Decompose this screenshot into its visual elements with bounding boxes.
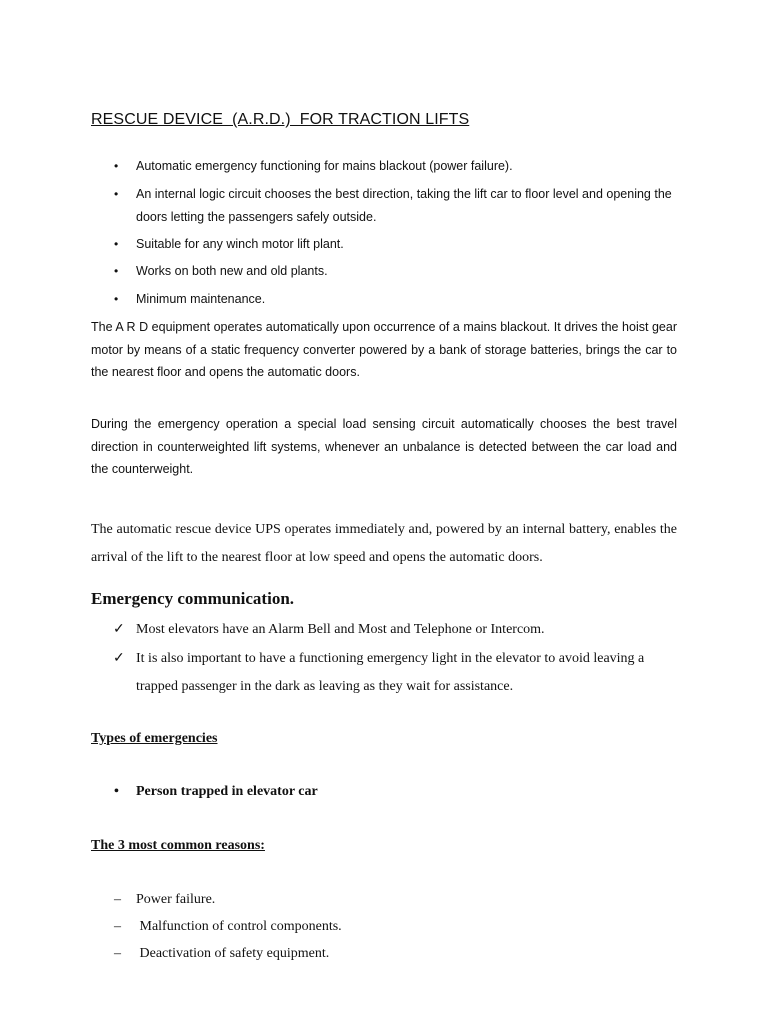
paragraph-ard-operation: The A R D equipment operates automatically upon occurrence of a mains blackout. It drives the hoist gear motor by means of a static frequency converter powered by a bank of storage batteries, brings the car to the nearest floor and opens the automatic doors.	[91, 320, 677, 379]
document-title: RESCUE DEVICE (A.R.D.) FOR TRACTION LIFTS	[91, 111, 470, 128]
list-item-text: Minimum maintenance.	[136, 292, 266, 306]
emergency-communication-heading: Emergency communication.	[91, 589, 295, 608]
dash-icon: –	[114, 946, 121, 961]
common-reasons-heading: The 3 most common reasons:	[91, 838, 265, 853]
paragraph-ups: The automatic rescue device UPS operates immediately and, powered by an internal battery, enables the arrival of the lift to the nearest floor at low speed and opens the automatic doors.	[91, 522, 677, 565]
list-item-text: Most elevators have an Alarm Bell and Most and Telephone or Intercom.	[136, 622, 545, 637]
bullet-icon: •	[114, 159, 119, 173]
bullet-icon: •	[114, 784, 119, 799]
checkmark-icon: ✓	[113, 622, 125, 637]
bullet-icon: •	[114, 264, 119, 278]
list-item-text: Person trapped in elevator car	[136, 784, 318, 799]
list-item-text: It is also important to have a functioning emergency light in the elevator to avoid leaving a trapped passenger in the dark as leaving as they wait for assistance.	[136, 651, 645, 694]
list-item-text: Automatic emergency functioning for mains blackout (power failure).	[136, 159, 513, 173]
list-item-text: Power failure.	[136, 892, 216, 907]
list-item-text: Malfunction of control components.	[136, 919, 342, 934]
dash-icon: –	[114, 892, 121, 907]
bullet-icon: •	[114, 237, 119, 251]
list-item-text: Works on both new and old plants.	[136, 264, 328, 278]
bullet-icon: •	[114, 187, 119, 201]
list-item-text: Suitable for any winch motor lift plant.	[136, 237, 344, 251]
checkmark-icon: ✓	[113, 651, 125, 666]
types-of-emergencies-heading: Types of emergencies	[91, 731, 218, 746]
bullet-icon: •	[114, 292, 119, 306]
list-item-text: An internal logic circuit chooses the best direction, taking the lift car to floor level and opening the doors letting the passengers safely outside.	[136, 187, 672, 224]
dash-icon: –	[114, 919, 121, 934]
list-item-text: Deactivation of safety equipment.	[136, 946, 330, 961]
paragraph-load-sensing: During the emergency operation a special load sensing circuit automatically chooses the best travel direction in counterweighted lift systems, whenever an unbalance is detected between the car load and the counterweight.	[91, 417, 677, 476]
